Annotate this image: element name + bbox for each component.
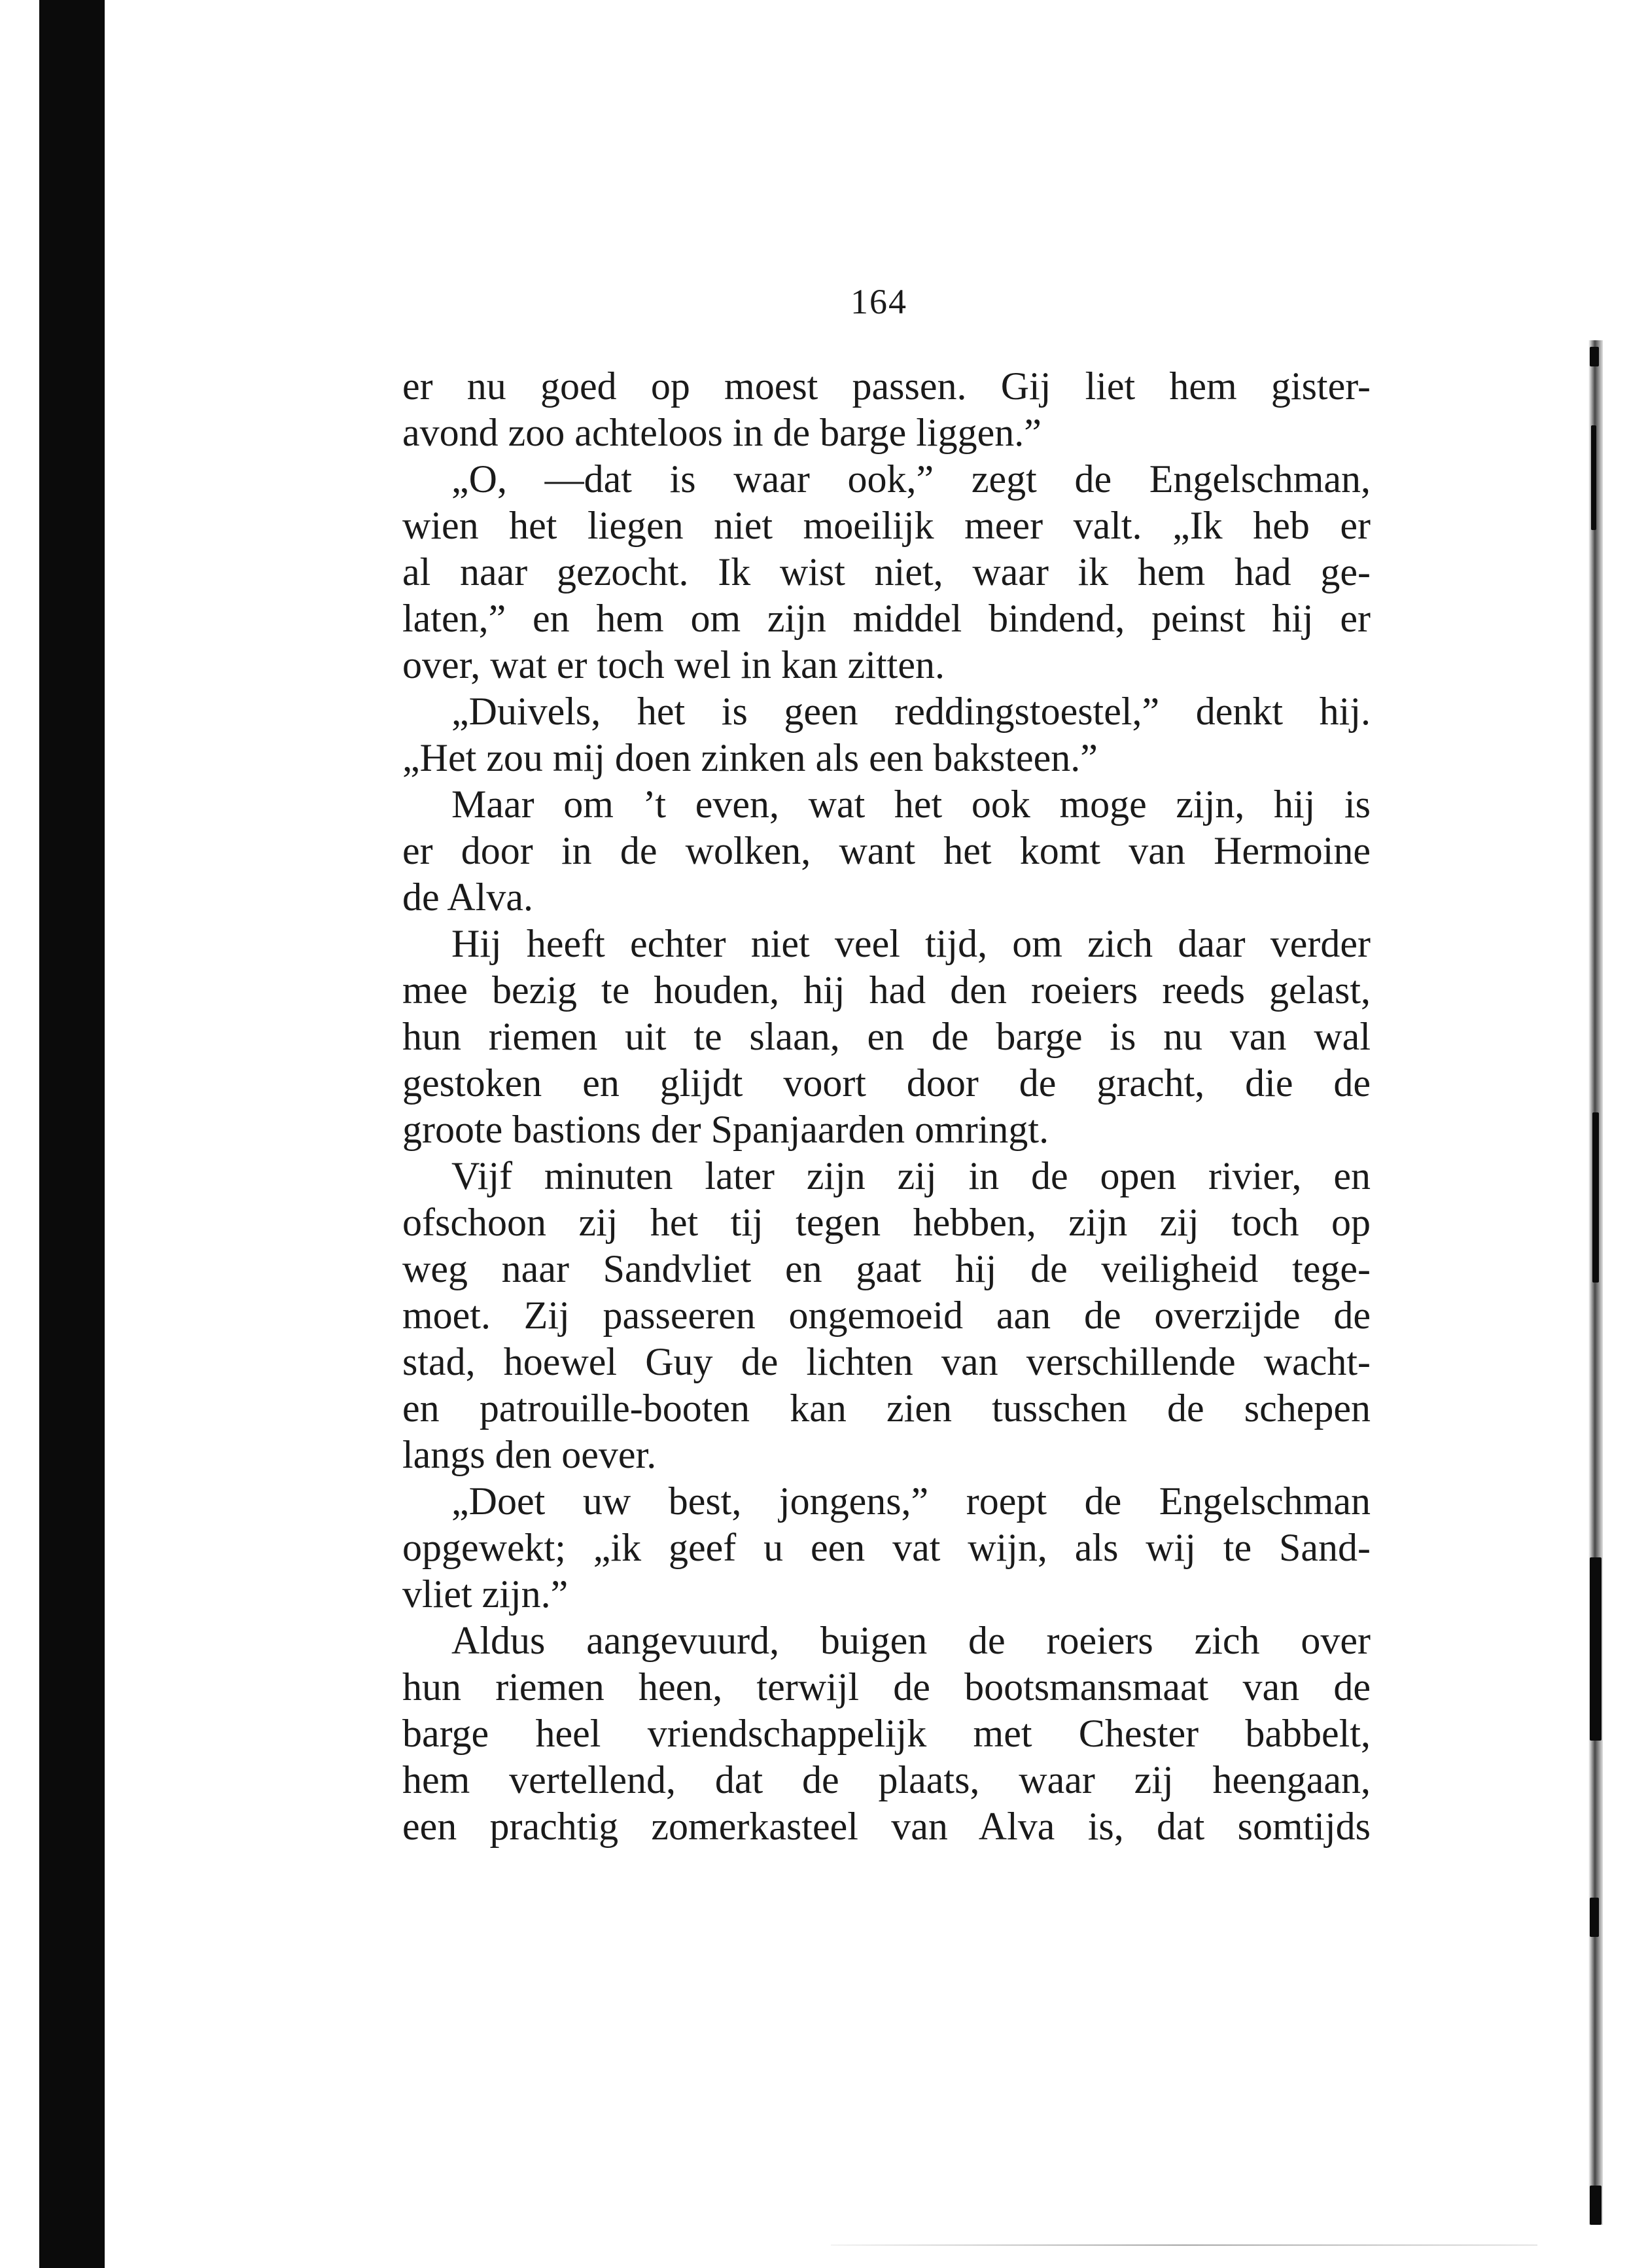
edge-mark [1590,1898,1599,1937]
edge-mark [1591,425,1596,530]
text-line: stad, hoewel Guy de lichten van verschillende wacht- [402,1340,1371,1383]
text-line: „Doet uw best, jongens,” roept de Engelschman [451,1480,1371,1523]
text-line: hun riemen uit te slaan, en de barge is nu van wal [402,1015,1371,1058]
text-line: gestoken en glijdt voort door de gracht, die de [402,1061,1371,1105]
text-line: de Alva. [402,876,533,919]
text-line: Vijf minuten later zijn zij in de open rivier, en [451,1154,1371,1197]
text-line: Aldus aangevuurd, buigen de roeiers zich over [451,1619,1371,1662]
text-line: „Het zou mij doen zinken als een baksteen.” [402,736,1098,779]
text-line: Hij heeft echter niet veel tijd, om zich daar verder [451,922,1371,965]
text-line: ofschoon zij het tij tegen hebben, zijn zij toch op [402,1201,1371,1244]
text-line: Maar om ’t even, wat het ook moge zijn, hij is [451,783,1371,826]
bottom-edge-rule [831,2244,1537,2246]
edge-mark [1590,347,1599,366]
text-line: laten,” en hem om zijn middel bindend, peinst hij er [402,597,1371,640]
body-text [402,363,1371,1850]
text-line: barge heel vriendschappelijk met Chester babbelt, [402,1712,1371,1755]
text-line: en patrouille-booten kan zien tusschen de schepen [402,1387,1371,1430]
text-line: opgewekt; „ik geef u een vat wijn, als wij te Sand- [402,1526,1371,1569]
edge-mark [1590,1557,1602,1741]
text-line: over, wat er toch wel in kan zitten. [402,643,945,686]
text-line: er door in de wolken, want het komt van Hermoine [402,829,1371,872]
text-line: „Duivels, het is geen reddingstoestel,” denkt hij. [451,690,1371,733]
text-line: hem vertellend, dat de plaats, waar zij heengaan, [402,1758,1371,1801]
edge-mark [1590,2186,1602,2225]
text-line: mee bezig te houden, hij had den roeiers reeds gelast, [402,968,1371,1012]
text-line: „O, —dat is waar ook,” zegt de Engelschman, [451,457,1371,501]
text-line: weg naar Sandvliet en gaat hij de veiligheid tege- [402,1247,1371,1290]
text-line: er nu goed op moest passen. Gij liet hem gister- [402,364,1371,408]
book-binding-edge [39,0,105,2268]
page-edge-shadow [1588,340,1603,2225]
text-line: langs den oever. [402,1433,657,1476]
text-line: een prachtig zomerkasteel van Alva is, dat somtijds [402,1805,1371,1848]
text-line: al naar gezocht. Ik wist niet, waar ik hem had ge- [402,550,1371,594]
page-number: 164 [850,282,907,321]
text-line: hun riemen heen, terwijl de bootsmansmaat van de [402,1665,1371,1709]
text-line: wien het liegen niet moeilijk meer valt. „Ik heb er [402,504,1371,547]
text-line: moet. Zij passeeren ongemoeid aan de overzijde de [402,1294,1371,1337]
text-line: avond zoo achteloos in de barge liggen.” [402,411,1042,454]
text-line: groote bastions der Spanjaarden omringt. [402,1108,1049,1151]
text-line: vliet zijn.” [402,1572,569,1616]
edge-mark [1592,1112,1599,1283]
